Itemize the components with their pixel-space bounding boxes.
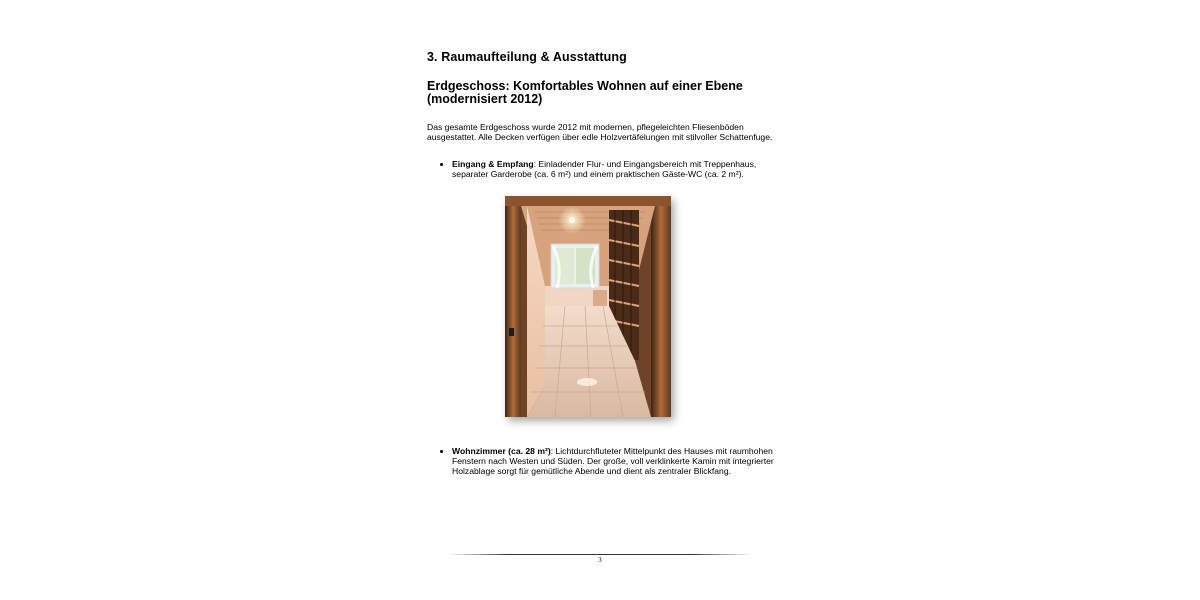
room-description: : Einladender Flur- und Eingangsbereich mit Treppenhaus, separater Garderobe (ca. 6 m²) und einem praktischen Gäste-WC (ca. 2 m²). xyxy=(452,159,757,179)
room-title: Eingang & Empfang xyxy=(452,159,534,169)
bullet-icon xyxy=(440,450,443,453)
intro-paragraph: Das gesamte Erdgeschoss wurde 2012 mit modernen, pflegeleichten Fliesenböden ausgestattet. Alle Decken verfügen über edle Holzvertäfelungen mit stilvoller Schattenfuge. xyxy=(427,122,773,142)
room-description: : Lichtdurchfluteter Mittelpunkt des Hauses mit raumhohen Fenstern nach Westen und Süden. Der große, voll verklinkerte Kamin mit integrierter Holzablage sorgt für gemütliche Abende und dient als zentraler Blickfang. xyxy=(452,446,774,476)
footer-divider xyxy=(448,554,752,555)
section-heading: 3. Raumaufteilung & Ausstattung xyxy=(427,50,627,64)
bullet-icon xyxy=(440,163,443,166)
room-list xyxy=(427,446,787,476)
page-number: 3 xyxy=(598,556,602,564)
list-item xyxy=(427,159,787,179)
list-item xyxy=(427,446,787,476)
subsection-heading: Erdgeschoss: Komfortables Wohnen auf einer Ebene (modernisiert 2012) xyxy=(427,79,743,106)
entrance-hallway-photo xyxy=(505,196,671,417)
room-list xyxy=(427,159,787,179)
room-title: Wohnzimmer (ca. 28 m²) xyxy=(452,446,551,456)
